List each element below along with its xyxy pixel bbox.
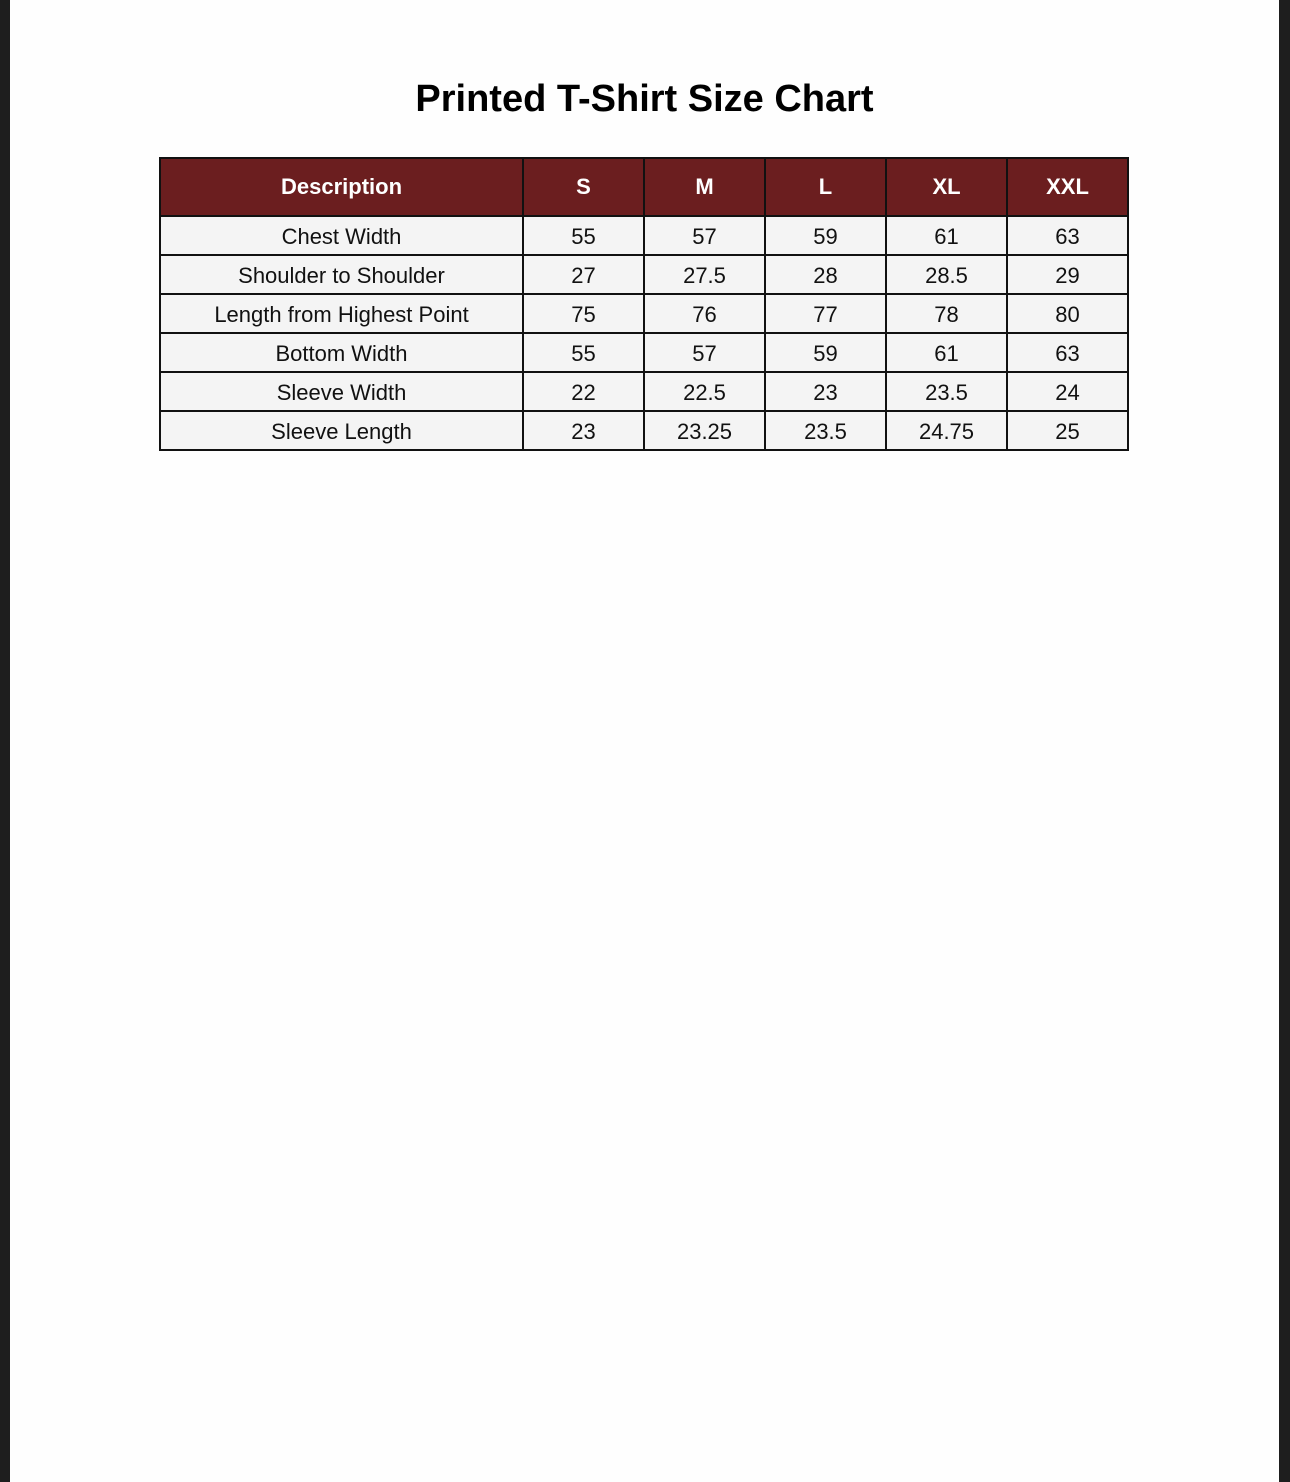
table-row [160,294,1128,333]
table-header-row [160,158,1128,216]
table-cell: 22.5 [644,372,765,411]
row-label: Shoulder to Shoulder [160,255,523,294]
table-cell: 61 [886,333,1007,372]
table-cell: 55 [523,333,644,372]
row-label: Chest Width [160,216,523,255]
table-cell: 24 [1007,372,1128,411]
table-cell: 75 [523,294,644,333]
table-row [160,216,1128,255]
header-size-xxl: XXL [1007,158,1128,216]
table-cell: 25 [1007,411,1128,450]
table-row [160,411,1128,450]
table-cell: 23 [765,372,886,411]
table-cell: 23.5 [886,372,1007,411]
table-cell: 22 [523,372,644,411]
table-cell: 57 [644,333,765,372]
table-cell: 55 [523,216,644,255]
table-cell: 61 [886,216,1007,255]
table-cell: 59 [765,216,886,255]
header-size-xl: XL [886,158,1007,216]
row-label: Length from Highest Point [160,294,523,333]
table-cell: 76 [644,294,765,333]
table-cell: 57 [644,216,765,255]
table-row [160,255,1128,294]
table-cell: 28 [765,255,886,294]
header-size-s: S [523,158,644,216]
row-label: Sleeve Width [160,372,523,411]
row-label: Sleeve Length [160,411,523,450]
header-size-m: M [644,158,765,216]
table-cell: 77 [765,294,886,333]
header-size-l: L [765,158,886,216]
table-cell: 23.5 [765,411,886,450]
table-cell: 63 [1007,216,1128,255]
table-cell: 23 [523,411,644,450]
table-row [160,333,1128,372]
table-cell: 24.75 [886,411,1007,450]
table-cell: 80 [1007,294,1128,333]
table-cell: 59 [765,333,886,372]
table-cell: 23.25 [644,411,765,450]
size-chart-table [159,157,1129,451]
table-row [160,372,1128,411]
table-cell: 27.5 [644,255,765,294]
page-title: Printed T-Shirt Size Chart [415,78,874,120]
table-cell: 27 [523,255,644,294]
table-cell: 29 [1007,255,1128,294]
table-cell: 28.5 [886,255,1007,294]
row-label: Bottom Width [160,333,523,372]
table-cell: 78 [886,294,1007,333]
document-page [10,0,1279,1482]
header-description: Description [160,158,523,216]
table-cell: 63 [1007,333,1128,372]
